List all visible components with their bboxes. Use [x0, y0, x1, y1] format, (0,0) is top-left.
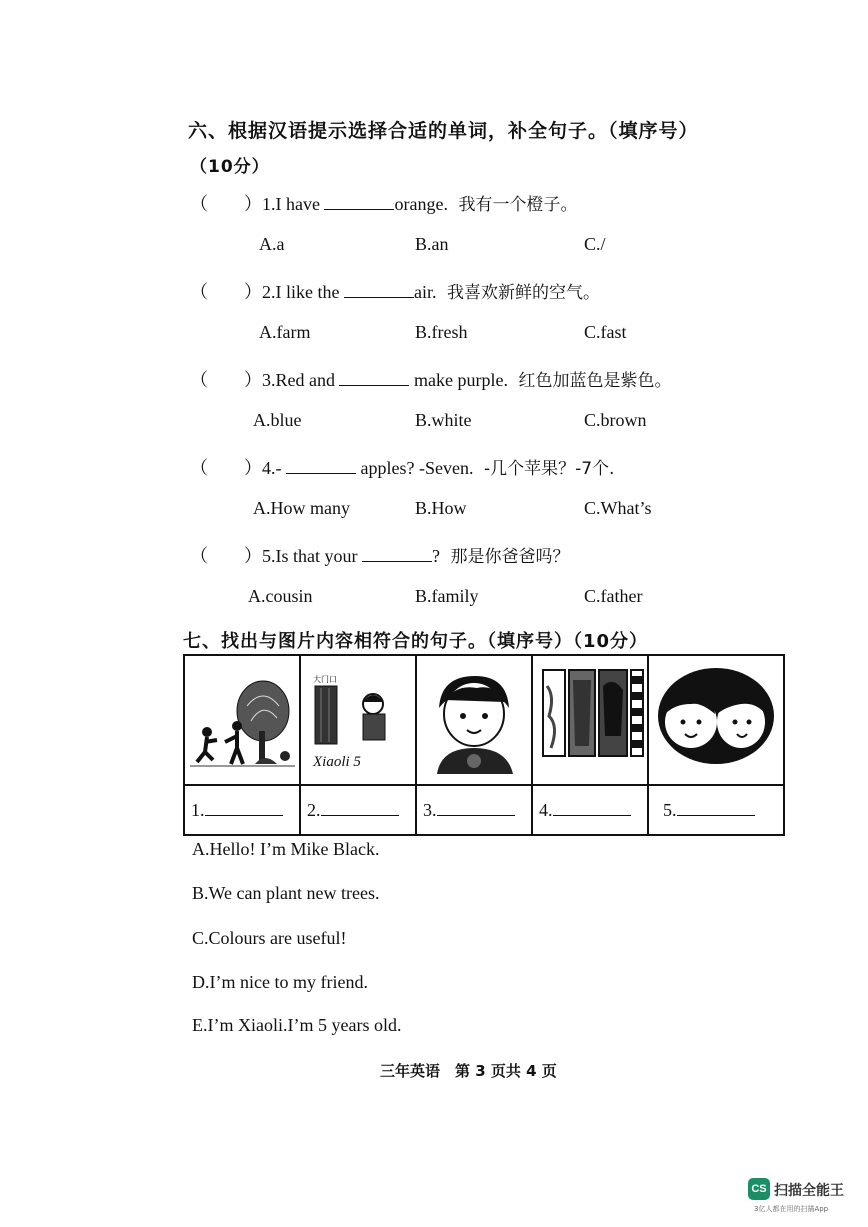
- question-text-after: make purple.: [409, 370, 508, 390]
- option-c: C.father: [584, 586, 643, 606]
- answer-paren[interactable]: （ ）: [190, 458, 262, 478]
- two-friends-picture: [649, 656, 783, 779]
- camscanner-logo-icon: CS: [748, 1178, 770, 1200]
- answer-blank[interactable]: [205, 801, 283, 816]
- question-text-after: ?: [431, 546, 440, 566]
- answer-blank[interactable]: [677, 801, 755, 816]
- page-footer: 三年英语 第 3 页共 4 页: [380, 1062, 557, 1080]
- question-text-after: orange.: [394, 194, 448, 214]
- section-6-title: 六、根据汉语提示选择合适的单词，补全句子。（填序号）: [188, 120, 699, 142]
- watermark-sub: 3亿人都在用的扫描App: [754, 1205, 829, 1213]
- option-c: C.brown: [584, 410, 647, 430]
- watermark-name: 扫描全能王: [774, 1183, 844, 1199]
- chinese-hint: 红色加蓝色是紫色。: [518, 371, 672, 391]
- picture-cell-5: [648, 655, 784, 785]
- question-text-after: apples? -Seven.: [356, 458, 474, 478]
- answer-label: 3.: [423, 799, 437, 820]
- fill-blank[interactable]: [362, 547, 432, 562]
- answer-cell-4[interactable]: [532, 785, 648, 835]
- question-text-before: 5.Is that your: [262, 546, 362, 566]
- question-text-before: 3.Red and: [262, 370, 340, 390]
- picture-cell-3: [416, 655, 532, 785]
- fill-blank[interactable]: [324, 195, 394, 210]
- picture-cell-2: [300, 655, 416, 785]
- section-7-title: 七、找出与图片内容相符合的句子。（填序号）（10分）: [183, 631, 649, 652]
- question-5: [190, 542, 569, 568]
- question-2: [190, 278, 600, 304]
- option-b: B.How: [415, 498, 467, 518]
- answer-label: 5.: [663, 799, 677, 820]
- sign-text: 大门口: [313, 675, 337, 684]
- fill-blank[interactable]: [286, 459, 356, 474]
- question-text-before: 2.I like the: [262, 282, 344, 302]
- people-planting-tree-picture: [185, 656, 299, 779]
- option-a: A.a: [259, 234, 285, 254]
- option-a: A.blue: [253, 410, 302, 430]
- option-c: C./: [584, 234, 606, 254]
- colourful-items-picture: [533, 656, 647, 779]
- answer-cell-2[interactable]: [300, 785, 416, 835]
- question-text-before: 4.-: [262, 458, 286, 478]
- option-a: A.farm: [259, 322, 311, 342]
- answer-paren[interactable]: （ ）: [190, 546, 262, 566]
- answer-cell-3[interactable]: [416, 785, 532, 835]
- picture-cell-4: [532, 655, 648, 785]
- question-3: [190, 366, 671, 392]
- question-text-after: air.: [413, 282, 437, 302]
- answer-label: 2.: [307, 799, 321, 820]
- sentence-b: B.We can plant new trees.: [192, 883, 380, 903]
- chinese-hint: -几个苹果？-7个.: [483, 459, 615, 479]
- answer-blank[interactable]: [321, 801, 399, 816]
- sentence-a: A.Hello! I’m Mike Black.: [192, 839, 380, 859]
- option-a: A.How many: [253, 498, 350, 518]
- answer-cell-5[interactable]: [648, 785, 784, 835]
- question-text-before: 1.I have: [262, 194, 325, 214]
- picture-matching-table: [183, 654, 785, 836]
- option-b: B.an: [415, 234, 449, 254]
- option-c: C.fast: [584, 322, 627, 342]
- picture-cell-1: [184, 655, 300, 785]
- option-c: C.What’s: [584, 498, 652, 518]
- question-4: [190, 454, 614, 480]
- boy-portrait-picture: [417, 656, 531, 779]
- answer-label: 4.: [539, 799, 553, 820]
- answer-paren[interactable]: （ ）: [190, 282, 262, 302]
- option-b: B.family: [415, 586, 479, 606]
- fill-blank[interactable]: [339, 371, 409, 386]
- fill-blank[interactable]: [344, 283, 414, 298]
- option-b: B.fresh: [415, 322, 468, 342]
- sentence-c: C.Colours are useful!: [192, 928, 347, 948]
- answer-paren[interactable]: （ ）: [190, 194, 262, 214]
- answer-paren[interactable]: （ ）: [190, 370, 262, 390]
- sentence-d: D.I’m nice to my friend.: [192, 972, 368, 992]
- question-1: [190, 190, 577, 216]
- answer-label: 1.: [191, 799, 205, 820]
- option-a: A.cousin: [248, 586, 313, 606]
- option-b: B.white: [415, 410, 472, 430]
- sentence-e: E.I’m Xiaoli.I’m 5 years old.: [192, 1015, 402, 1035]
- chinese-hint: 我喜欢新鲜的空气。: [446, 283, 600, 303]
- picture-caption: Xiaoli 5: [313, 754, 361, 770]
- chinese-hint: 我有一个橙子。: [458, 195, 578, 215]
- section-6-score: （10分）: [190, 157, 270, 177]
- answer-blank[interactable]: [553, 801, 631, 816]
- answer-cell-1[interactable]: [184, 785, 300, 835]
- answer-blank[interactable]: [437, 801, 515, 816]
- chinese-hint: 那是你爸爸吗？: [450, 547, 570, 567]
- xiaoli-girl-picture: [301, 656, 415, 779]
